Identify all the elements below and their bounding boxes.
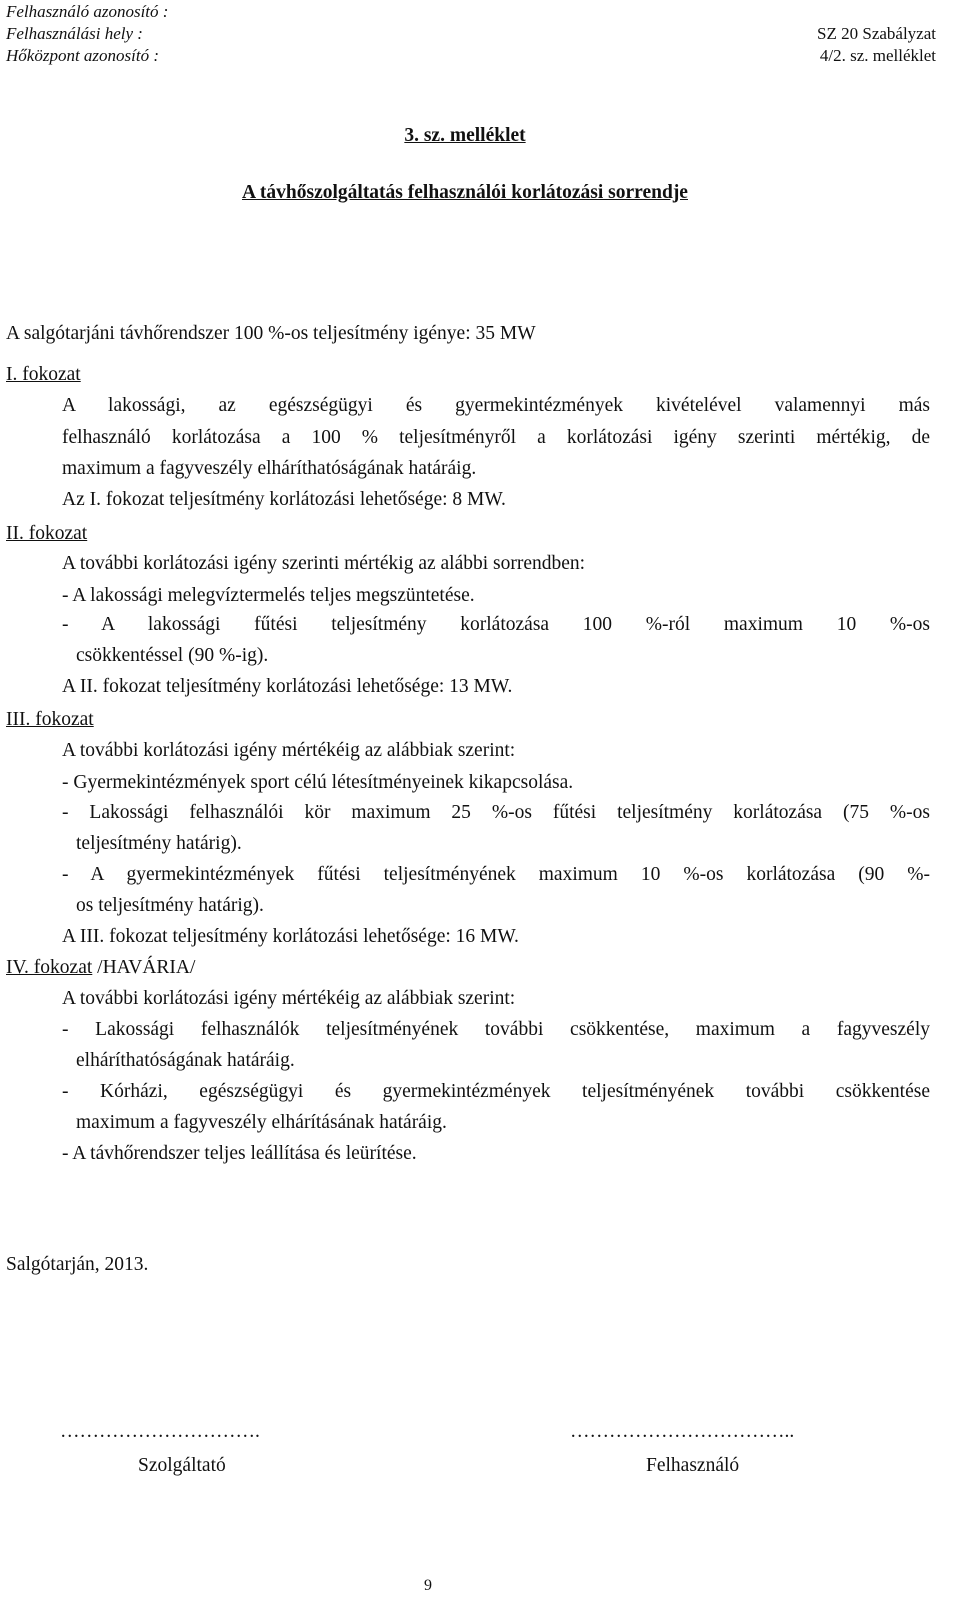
section-2-lead: A további korlátozási igény szerinti mértékig az alábbi sorrendben: [62,553,586,574]
section-3-item: - Lakossági felhasználói kör maximum 25 %-os fűtési teljesítmény korlátozása (75 %-os [62,802,930,823]
section-4-item: - Lakossági felhasználók teljesítményének további csökkentése, maximum a fagyveszély [62,1019,930,1040]
section-4-heading-line [6,957,195,979]
section-3-item-cont: os teljesítmény határig). [76,895,264,916]
section-4-item-cont: maximum a fagyveszély elhárításának határáig. [76,1112,447,1133]
page-number: 9 [424,1577,432,1594]
section-1-line: maximum a fagyveszély elháríthatóságának határáig. [62,458,477,479]
signature-label-user: Felhasználó [646,1455,740,1476]
section-4-lead: A további korlátozási igény mértékéig az alábbiak szerint: [62,988,516,1009]
header-location-label: Felhasználási hely : [6,24,143,43]
header-user-id-label: Felhasználó azonosító : [6,2,169,21]
section-2-item: - A lakossági melegvíztermelés teljes megszüntetése. [62,585,475,606]
section-2-item: - A lakossági fűtési teljesítmény korlátozása 100 %-ról maximum 10 %-os [62,614,930,635]
section-1-line: A lakossági, az egészségügyi és gyermekintézmények kivételével valamennyi más [62,395,930,416]
signature-line-provider: …………………………. [60,1421,260,1442]
header-annex-ref: 4/2. sz. melléklet [819,46,936,65]
section-3-capacity: A III. fokozat teljesítmény korlátozási lehetősége: 16 MW. [62,926,519,947]
signature-label-provider: Szolgáltató [138,1455,226,1476]
header-substation-id-label: Hőközpont azonosító : [6,46,159,65]
section-3-item-cont: teljesítmény határig). [76,833,242,854]
section-4-item-cont: elháríthatóságának határáig. [76,1050,295,1071]
annex-title: 3. sz. melléklet [404,125,526,146]
document-title: A távhőszolgáltatás felhasználói korlátozási sorrendje [242,182,688,203]
section-2-capacity: A II. fokozat teljesítmény korlátozási lehetősége: 13 MW. [62,676,513,697]
intro-capacity-text: A salgótarjáni távhőrendszer 100 %-os teljesítmény igénye: 35 MW [6,323,536,344]
section-1-heading: I. fokozat [6,364,81,385]
section-4-item: - A távhőrendszer teljes leállítása és leürítése. [62,1143,417,1164]
section-2-heading: II. fokozat [6,523,88,544]
section-3-lead: A további korlátozási igény mértékéig az alábbiak szerint: [62,740,516,761]
section-1-line: felhasználó korlátozása a 100 % teljesítményről a korlátozási igény szerinti mértékig, de [62,427,930,448]
section-1-capacity: Az I. fokozat teljesítmény korlátozási lehetősége: 8 MW. [62,489,506,510]
signature-line-user: …………………………….. [570,1421,795,1442]
section-3-item: - A gyermekintézmények fűtési teljesítményének maximum 10 %-os korlátozása (90 %- [62,864,930,885]
section-2-item-cont: csökkentéssel (90 %-ig). [76,645,269,666]
place-date: Salgótarján, 2013. [6,1254,149,1275]
section-4-item: - Kórházi, egészségügyi és gyermekintézmények teljesítményének további csökkentése [62,1081,930,1102]
header-regulation-ref: SZ 20 Szabályzat [817,24,936,43]
section-4-heading: IV. fokozat [6,957,93,978]
section-3-heading: III. fokozat [6,709,94,730]
section-3-item: - Gyermekintézmények sport célú létesítményeinek kikapcsolása. [62,772,574,793]
section-4-heading-suffix: /HAVÁRIA/ [92,957,196,978]
